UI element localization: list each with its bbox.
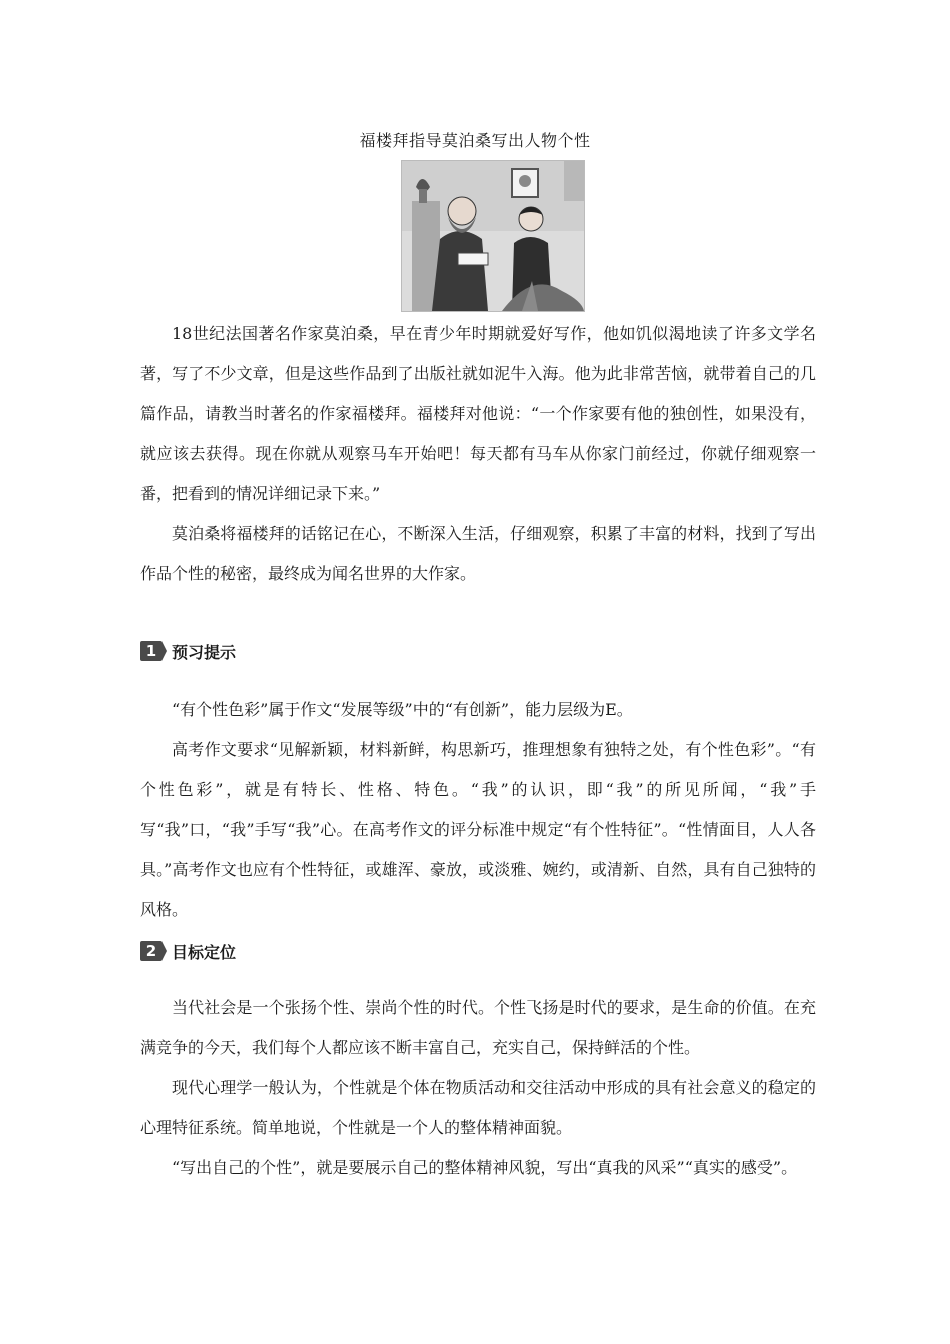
section-title: 预习提示 xyxy=(172,642,237,662)
section-number-badge: 2 xyxy=(140,941,162,961)
goal-paragraph-3: “写出自己的个性”，就是要展示自己的整体精神风貌，写出“真我的风采”“真实的感受”。 xyxy=(172,1158,798,1177)
intro-paragraph-1: 18世纪法国著名作家莫泊桑，早在青少年时期就爱好写作，他如饥似渴地读了许多文学名著，写了不少文章，但是这些作品到了出版社就如泥牛入海。他为此非常苦恼，就带着自己的几篇作品，请教当时著名的作家福楼拜。福楼拜对他说：“一个作家要有他的独创性，如果没有，就应该去获得。现在你就从观察马车开始吧！每天都有马车从你家门前经过，你就仔细观察一番，把看到的情况详细记录下来。” xyxy=(140,324,816,503)
section-header-goal-positioning xyxy=(140,940,236,962)
section-header-preview-tips xyxy=(140,640,236,662)
goal-paragraph-2: 现代心理学一般认为，个性就是个体在物质活动和交往活动中形成的具有社会意义的稳定的心理特征系统。简单地说，个性就是一个人的整体精神面貌。 xyxy=(140,1078,816,1137)
preview-paragraph-2: 高考作文要求“见解新颖，材料新鲜，构思新巧，推理想象有独特之处，有个性色彩”。“有个性色彩”，就是有特长、性格、特色。“我”的认识，即“我”的所见所闻，“我”手写“我”口，“我”手写“我”心。在高考作文的评分标准中规定“有个性特征”。“性情面目，人人各具。”高考作文也应有个性特征，或雄浑、豪放，或淡雅、婉约，或清新、自然，具有自己独特的风格。 xyxy=(140,740,816,919)
section-title: 目标定位 xyxy=(172,942,237,962)
intro-paragraph-2: 莫泊桑将福楼拜的话铭记在心，不断深入生活，仔细观察，积累了丰富的材料，找到了写出作品个性的秘密，最终成为闻名世界的大作家。 xyxy=(140,524,816,583)
article-title: 福楼拜指导莫泊桑写出人物个性 xyxy=(359,131,591,150)
section-number-badge: 1 xyxy=(140,641,162,661)
illustration-drawing xyxy=(402,161,584,311)
goal-paragraph-1: 当代社会是一个张扬个性、崇尚个性的时代。个性飞扬是时代的要求，是生命的价值。在充满竞争的今天，我们每个人都应该不断丰富自己，充实自己，保持鲜活的个性。 xyxy=(140,998,816,1057)
preview-paragraph-1: “有个性色彩”属于作文“发展等级”中的“有创新”，能力层级为E。 xyxy=(172,700,633,719)
flaubert-maupassant-illustration xyxy=(401,160,585,312)
